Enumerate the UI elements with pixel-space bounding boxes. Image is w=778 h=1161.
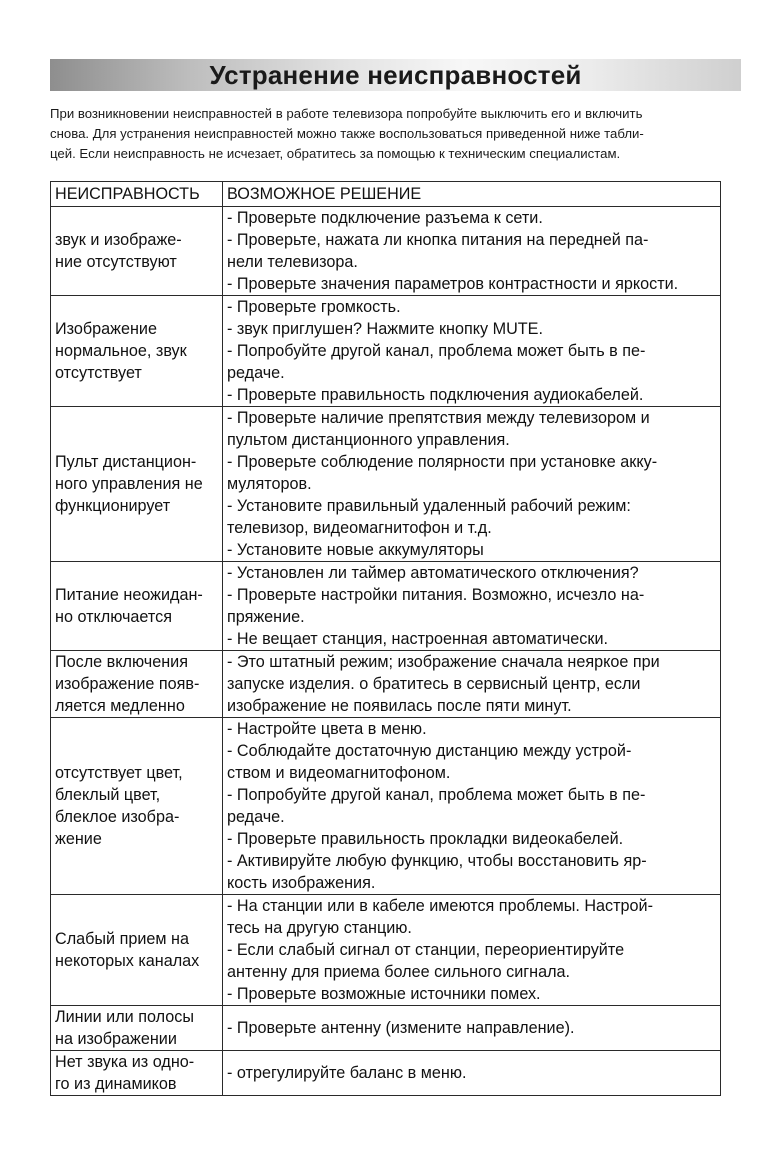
problem-line: на изображении — [55, 1030, 177, 1048]
problem-line: ние отсутствуют — [55, 253, 177, 271]
problem-line: отсутствует — [55, 364, 142, 382]
problem-line: ляется медленно — [55, 697, 185, 715]
solution-line: антенну для приема более сильного сигнала. — [227, 963, 571, 981]
problem-line: Линии или полосы — [55, 1008, 194, 1026]
solution-line: редаче. — [227, 808, 285, 826]
problem-cell — [51, 296, 223, 407]
header-problem: НЕИСПРАВНОСТЬ — [51, 182, 223, 207]
table-row — [51, 1051, 721, 1096]
solution-line: муляторов. — [227, 475, 312, 493]
solution-line: - Установите новые аккумуляторы — [227, 541, 484, 559]
table-row — [51, 651, 721, 718]
solution-line: нели телевизора. — [227, 253, 358, 271]
header-solution: ВОЗМОЖНОЕ РЕШЕНИЕ — [223, 182, 721, 207]
problem-line: некоторых каналах — [55, 952, 200, 970]
solution-line: - Это штатный режим; изображение сначала неяркое при — [227, 653, 660, 671]
solution-cell — [223, 651, 721, 718]
problem-cell — [51, 651, 223, 718]
problem-line: Изображение — [55, 320, 157, 338]
solution-line: - Проверьте громкость. — [227, 298, 401, 316]
table-row — [51, 718, 721, 895]
solution-line: - Проверьте значения параметров контрастности и яркости. — [227, 275, 679, 293]
intro-line: При возникновении неисправностей в работе телевизора попробуйте выключить его и включить — [50, 106, 643, 121]
problem-line: После включения — [55, 653, 188, 671]
solution-cell — [223, 562, 721, 651]
title-bar — [50, 59, 741, 91]
problem-cell — [51, 895, 223, 1006]
problem-line: ного управления не — [55, 475, 203, 493]
problem-cell — [51, 407, 223, 562]
solution-cell — [223, 407, 721, 562]
solution-line: - Проверьте возможные источники помех. — [227, 985, 541, 1003]
solution-line: - Если слабый сигнал от станции, переориентируйте — [227, 941, 625, 959]
problem-cell — [51, 1006, 223, 1051]
solution-cell — [223, 207, 721, 296]
solution-line: кость изображения. — [227, 874, 376, 892]
problem-line: блеклое изобра- — [55, 808, 180, 826]
problem-line: отсутствует цвет, — [55, 764, 183, 782]
solution-cell — [223, 895, 721, 1006]
intro-paragraph — [50, 104, 750, 164]
solution-line: - Попробуйте другой канал, проблема может быть в пе- — [227, 342, 646, 360]
solution-line: - Соблюдайте достаточную дистанцию между устрой- — [227, 742, 632, 760]
solution-line: - отрегулируйте баланс в меню. — [227, 1064, 467, 1082]
solution-cell — [223, 1051, 721, 1096]
solution-line: - На станции или в кабеле имеются проблемы. Настрой- — [227, 897, 653, 915]
solution-cell — [223, 296, 721, 407]
problem-line: нормальное, звук — [55, 342, 187, 360]
solution-line: - Активируйте любую функцию, чтобы восстановить яр- — [227, 852, 647, 870]
solution-line: пряжение. — [227, 608, 305, 626]
solution-line: - Проверьте правильность прокладки видеокабелей. — [227, 830, 624, 848]
solution-line: - Установите правильный удаленный рабочий режим: — [227, 497, 631, 515]
problem-cell — [51, 207, 223, 296]
table-row — [51, 895, 721, 1006]
problem-line: Нет звука из одно- — [55, 1053, 195, 1071]
table-row — [51, 407, 721, 562]
table-row — [51, 562, 721, 651]
solution-line: - Проверьте соблюдение полярности при установке акку- — [227, 453, 658, 471]
page-title: Устранение неисправностей — [209, 60, 582, 90]
solution-line: - Проверьте, нажата ли кнопка питания на передней па- — [227, 231, 649, 249]
solution-cell — [223, 718, 721, 895]
problem-cell — [51, 718, 223, 895]
problem-line: блеклый цвет, — [55, 786, 161, 804]
solution-line: редаче. — [227, 364, 285, 382]
solution-cell — [223, 1006, 721, 1051]
solution-line: телевизор, видеомагнитофон и т.д. — [227, 519, 492, 537]
solution-line: - Проверьте наличие препятствия между телевизором и — [227, 409, 650, 427]
intro-line: цей. Если неисправность не исчезает, обратитесь за помощью к техническим специалистам. — [50, 146, 621, 161]
solution-line: - Проверьте антенну (измените направление). — [227, 1019, 575, 1037]
solution-line: запуске изделия. о братитесь в сервисный центр, если — [227, 675, 641, 693]
solution-line: - Настройте цвета в меню. — [227, 720, 427, 738]
solution-line: - Не вещает станция, настроенная автоматически. — [227, 630, 609, 648]
problem-line: Пульт дистанцион- — [55, 453, 197, 471]
solution-line: - Проверьте настройки питания. Возможно, исчезло на- — [227, 586, 645, 604]
solution-line: - Проверьте правильность подключения аудиокабелей. — [227, 386, 644, 404]
table-row — [51, 207, 721, 296]
solution-line: тесь на другую станцию. — [227, 919, 412, 937]
solution-line: - Попробуйте другой канал, проблема может быть в пе- — [227, 786, 646, 804]
problem-line: звук и изображе- — [55, 231, 182, 249]
problem-line: функционирует — [55, 497, 171, 515]
problem-line: изображение появ- — [55, 675, 200, 693]
problem-line: Питание неожидан- — [55, 586, 203, 604]
solution-line: - Проверьте подключение разъема к сети. — [227, 209, 543, 227]
problem-line: го из динамиков — [55, 1075, 177, 1093]
troubleshooting-table — [50, 181, 721, 1096]
solution-line: - звук приглушен? Нажмите кнопку MUTE. — [227, 320, 543, 338]
solution-line: пультом дистанционного управления. — [227, 431, 510, 449]
table-row — [51, 296, 721, 407]
solution-line: ством и видеомагнитофоном. — [227, 764, 451, 782]
problem-cell — [51, 562, 223, 651]
table-row — [51, 1006, 721, 1051]
problem-cell — [51, 1051, 223, 1096]
intro-line: снова. Для устранения неисправностей можно также воспользоваться приведенной ниже табли- — [50, 126, 644, 141]
solution-line: изображение не появилась после пяти минут. — [227, 697, 572, 715]
problem-line: Слабый прием на — [55, 930, 189, 948]
table-header-row — [51, 182, 721, 207]
problem-line: жение — [55, 830, 102, 848]
problem-line: но отключается — [55, 608, 172, 626]
solution-line: - Установлен ли таймер автоматического отключения? — [227, 564, 639, 582]
